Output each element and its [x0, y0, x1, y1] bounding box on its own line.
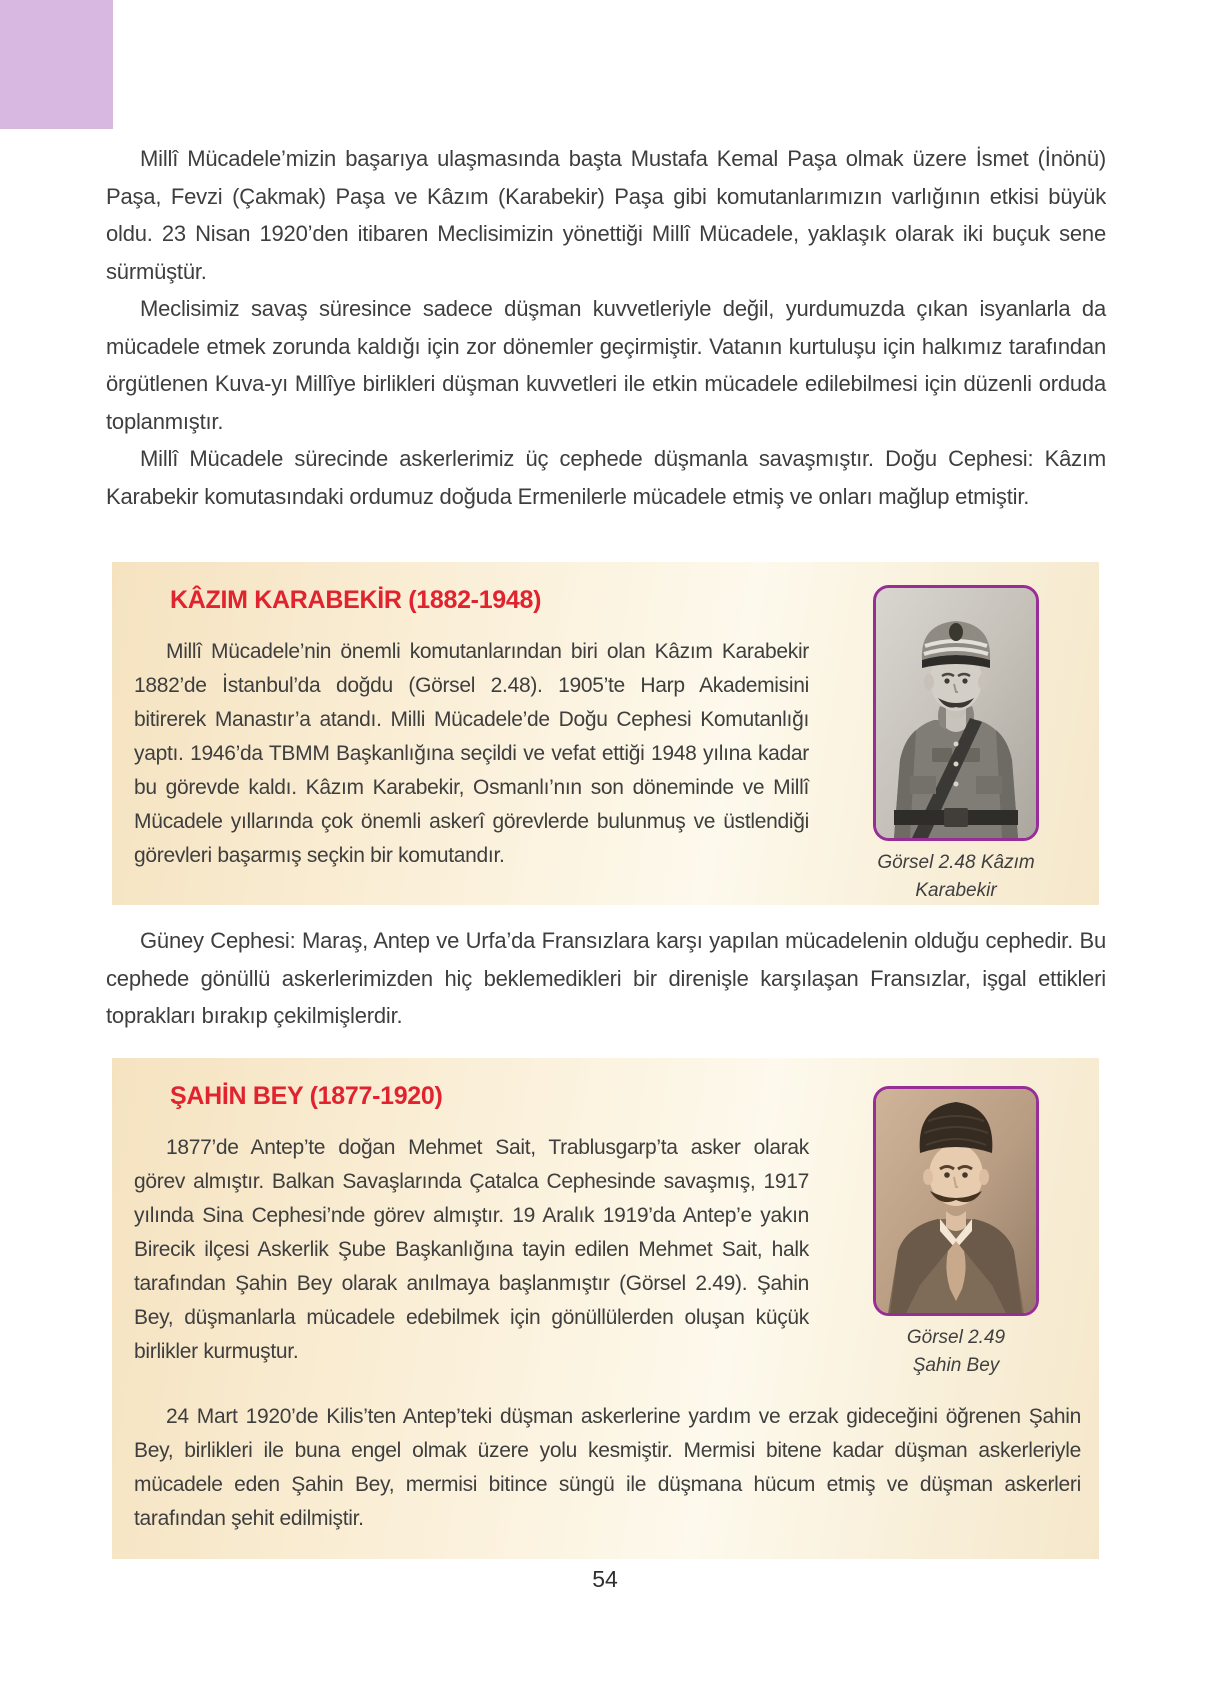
- paragraph-sahinbey-kilis: 24 Mart 1920’de Kilis’ten Antep’teki düşman askerlerine yardım ve erzak gideceğini öğrenen Şahin Bey, birlikleri ile buna engel olmak üzere yolu kesmiştir. Mermisi bitene kadar düşman askerleriyle mücadele eden Şahin Bey, mermisi bitince süngü ile düşmana hücum etmiş ve düşman askerleri tarafından şehit edilmiştir.: [134, 1405, 1081, 1530]
- paragraph-karabekir-bio: Millî Mücadele’nin önemli komutanlarından biri olan Kâzım Karabekir 1882’de İstanbul’da doğdu (Görsel 2.48). 1905’te Harp Akademisini bitirerek Manastır’a atandı. Milli Mücadele’de Doğu Cephesi Komutanlığı yaptı. 1946’da TBMM Başkanlığına seçildi ve vefat ettiği 1948 yılına kadar bu görevde kaldı. Kâzım Karabekir, Osmanlı’nın son döneminde ve Millî Mücadele yıllarında çok önemli askerî görevlerde bulunmuş ve üstlendiği görevleri başarmış seçkin bir komutandır.: [134, 640, 809, 867]
- figure-karabekir: [831, 585, 1081, 905]
- infobox-karabekir-text: [134, 635, 831, 905]
- paragraph-milli-mucadele-komutanlar: Millî Mücadele’mizin başarıya ulaşmasında başta Mustafa Kemal Paşa olmak üzere İsmet (İnönü) Paşa, Fevzi (Çakmak) Paşa ve Kâzım (Karabekir) Paşa gibi komutanlarımızın varlığının etkisi büyük oldu. 23 Nisan 1920’den itibaren Meclisimizin yönettiği Millî Mücadele, yaklaşık olarak iki buçuk sene sürmüştür.: [106, 146, 1106, 284]
- caption-gorsel-2-48: Görsel 2.48 Kâzım Karabekir: [877, 852, 1035, 901]
- infobox-title-kazim-karabekir: KÂZIM KARABEKİR (1882-1948): [170, 586, 542, 614]
- infobox-sahinbey-text: [134, 1131, 831, 1380]
- infobox-title-sahin-bey: ŞAHİN BEY (1877-1920): [170, 1082, 443, 1110]
- paragraph-meclis-isyanlar: Meclisimiz savaş süresince sadece düşman kuvvetleriyle değil, yurdumuzda çıkan isyanlarla da mücadele etmek zorunda kaldığı için zor dönemler geçirmiştir. Vatanın kurtuluşu için halkımız tarafından örgütlenen Kuva-yı Millîye birlikleri düşman kuvvetleri ile etkin mücadele edilebilmesi için düzenli orduda toplanmıştır.: [106, 296, 1106, 434]
- figure-sahin-bey: [831, 1086, 1081, 1380]
- karabekir-portrait-illustration: [876, 588, 1036, 838]
- paragraph-guney-cephesi: Güney Cephesi: Maraş, Antep ve Urfa’da Fransızlara karşı yapılan mücadelenin olduğu cephedir. Bu cephede gönüllü askerlerimizden hiç beklemedikleri bir direnişle karşılaşan Fransızlar, işgal ettikleri toprakları bırakıp çekilmişlerdir.: [106, 928, 1106, 1028]
- sahin-bey-photo: [873, 1086, 1039, 1316]
- page-number: 54: [592, 1566, 618, 1592]
- infobox-sahinbey-row: [134, 1131, 1081, 1380]
- caption-gorsel-2-49: Görsel 2.49 Şahin Bey: [906, 1327, 1006, 1376]
- paragraph-sahinbey-bio: 1877’de Antep’te doğan Mehmet Sait, Trablusgarp’ta asker olarak görev almıştır. Balkan Savaşlarında Çatalca Cephesinde savaşmış, 1917 yılında Sina Cephesi’nde görev almıştır. 19 Aralık 1919’da Antep’e yakın Birecik ilçesi Askerlik Şube Başkanlığına tayin edilen Mehmet Sait, halk tarafından Şahin Bey olarak anılmaya başlanmıştır (Görsel 2.49). Şahin Bey, düşmanlarla mücadele edebilmek için gönüllülerden oluşan küçük birlikler kurmuştur.: [134, 1136, 809, 1363]
- guney-cephesi-section: [106, 922, 1106, 1035]
- corner-accent-rectangle: [0, 0, 113, 129]
- infobox-kazim-karabekir: [112, 562, 1099, 905]
- karabekir-photo: [873, 585, 1039, 841]
- infobox-sahin-bey: [112, 1058, 1099, 1559]
- infobox-karabekir-row: [134, 635, 1081, 905]
- intro-section: [106, 140, 1106, 515]
- paragraph-dogu-cephesi: Millî Mücadele sürecinde askerlerimiz üç cephede düşmanla savaşmıştır. Doğu Cephesi: Kâzım Karabekir komutasındaki ordumuz doğuda Ermenilerle mücadele etmiş ve onları mağlup etmiştir.: [106, 446, 1106, 509]
- sahin-bey-portrait-illustration: [876, 1089, 1036, 1313]
